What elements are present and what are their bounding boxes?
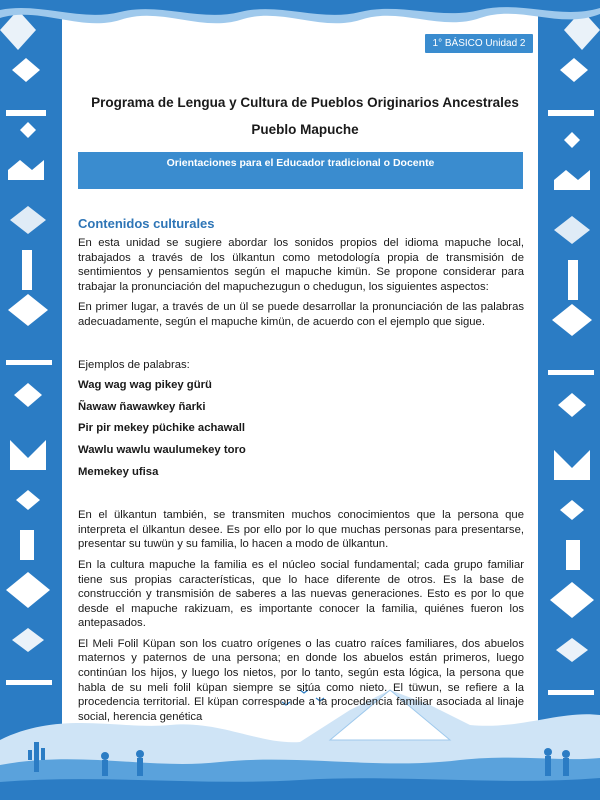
orientation-banner	[78, 152, 523, 189]
example-word: Wawlu wawlu waulumekey toro	[78, 443, 246, 456]
example-word: Pir pir mekey püchike achawall	[78, 422, 246, 435]
paragraph-ulkantun: En el ülkantun también, se transmiten muchos conocimientos que la persona que interpreta el ülkantun desee. Es por ello por lo que muchas personas para presentarse, presentar su tuwün y su familia, lo hacen a modo de ülkantun.	[78, 509, 524, 551]
decorative-border-top	[0, 0, 600, 36]
paragraph-family: En la cultura mapuche la familia es el núcleo social fundamental; cada grupo familiar tiene sus propias características, que lo hace diferente de otros. Es la base de construcción y transmisión de saberes a las nuevas generaciones. Esto es por lo que desde el mapuche rakizuam, es importante conocer la familia, quiénes fueron los antepasados.	[78, 558, 524, 630]
paragraph-meli-folil-kupan: El Meli Folil Küpan son los cuatro orígenes o las cuatro raíces familiares, dos abuelos maternos y paternos de una persona; en donde los abuelos están primeros, luego continúan los hijos, y luego los nietos, por lo tanto, según esta lógica, la persona que habla de su meli folil küpan siempre se sitúa como nieto. El tüwun, se refiere a la procedencia territorial. El küpan corresponde a la procedencia familiar asociada al linaje social, herencia genética	[78, 637, 524, 723]
page-subtitle: Pueblo Mapuche	[251, 122, 359, 137]
orientation-banner-label: Orientaciones para el Educador tradicional o Docente	[166, 157, 435, 169]
example-word: Memekey ufisa	[78, 465, 159, 478]
section-heading: Contenidos culturales	[78, 216, 215, 231]
examples-label: Ejemplos de palabras:	[78, 358, 190, 371]
paragraph-intro: En esta unidad se sugiere abordar los sonidos propios del idioma mapuche local, trabajados a través de los ülkantun como metodología propia de transmisión de sentimientos y pensamientos según el mapuche kimün. Se propone considerar para trabajar la pronunciación del mapuchezugun o chedugun, los siguientes aspectos:	[78, 237, 524, 293]
example-word: Ñawaw ñawawkey ñarki	[78, 400, 206, 413]
paragraph-first-place: En primer lugar, a través de un ül se puede desarrollar la pronunciación de las palabras adecuadamente, según el mapuche kimün, de acuerdo con el ejemplo que sigue.	[78, 301, 524, 328]
page-title: Programa de Lengua y Cultura de Pueblos Originarios Ancestrales	[91, 95, 519, 110]
content-body	[78, 236, 524, 730]
example-word: Wag wag wag pikey gürü	[78, 379, 212, 392]
grade-unit-badge: 1° BÁSICO Unidad 2	[425, 34, 533, 53]
